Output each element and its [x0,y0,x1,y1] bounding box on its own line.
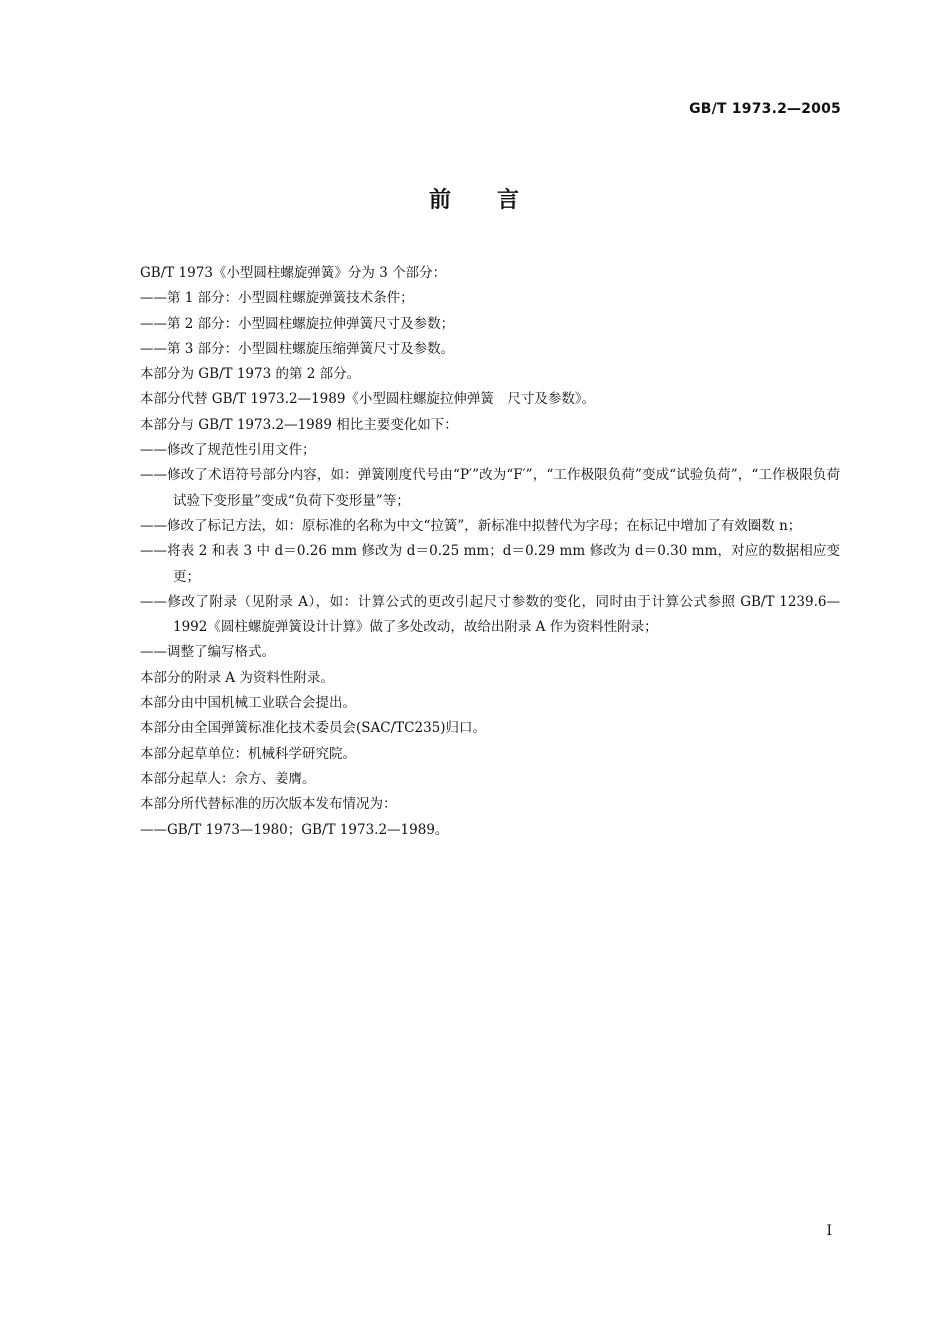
list-item-change-marking: ——修改了标记方法，如：原标准的名称为中文“拉簧”，新标准中拟替代为字母；在标记中增加了有效圈数 n； [140,517,802,534]
list-item-change-format: ——调整了编写格式。 [140,644,275,661]
paragraph-previous-editions: 本部分所代替标准的历次版本发布情况为： [140,796,397,813]
standard-code: GB/T 1973.2—2005 [689,101,841,117]
page-number: I [826,1223,832,1239]
foreword-body [140,261,840,843]
list-item-part-3: ——第 3 部分：小型圆柱螺旋压缩弹簧尺寸及参数。 [140,340,455,357]
title-char-2: 言 [497,188,522,213]
paragraph-proposed-by: 本部分由中国机械工业联合会提出。 [140,695,356,712]
list-item-change-terms: ——修改了术语符号部分内容，如：弹簧刚度代号由“P′”改为“F′”，“工作极限负荷”变成“试验负荷”，“工作极限负荷试验下变形量”变成“负荷下变形量”等； [140,467,840,509]
list-item-change-references: ——修改了规范性引用文件； [140,442,316,459]
list-item-previous-editions: ——GB/T 1973—1980；GB/T 1973.2—1989。 [140,821,449,838]
paragraph-changes-intro: 本部分与 GB/T 1973.2—1989 相比主要变化如下： [140,416,458,433]
paragraph-parts-intro: GB/T 1973《小型圆柱螺旋弹簧》分为 3 个部分： [140,265,447,281]
paragraph-drafting-unit: 本部分起草单位：机械科学研究院。 [140,745,356,762]
paragraph-this-part: 本部分为 GB/T 1973 的第 2 部分。 [140,366,361,383]
paragraph-drafters: 本部分起草人：佘方、姜膺。 [140,770,316,787]
paragraph-annex: 本部分的附录 A 为资料性附录。 [140,669,334,686]
paragraph-administered-by: 本部分由全国弹簧标准化技术委员会(SAC/TC235)归口。 [140,720,487,737]
page-title [0,183,950,214]
paragraph-replaces: 本部分代替 GB/T 1973.2—1989《小型圆柱螺旋拉伸弹簧 尺寸及参数》。 [140,391,596,408]
list-item-part-1: ——第 1 部分：小型圆柱螺旋弹簧技术条件； [140,290,414,307]
list-item-change-tables: ——将表 2 和表 3 中 d＝0.26 mm 修改为 d＝0.25 mm；d＝0.29 mm 修改为 d＝0.30 mm，对应的数据相应变更； [140,543,840,585]
list-item-part-2: ——第 2 部分：小型圆柱螺旋拉伸弹簧尺寸及参数； [140,315,455,332]
list-item-change-annex: ——修改了附录（见附录 A），如：计算公式的更改引起尺寸参数的变化，同时由于计算公式参照 GB/T 1239.6—1992《圆柱螺旋弹簧设计计算》做了多处改动，故给出附录 A 作为资料性附录； [140,593,840,636]
title-char-1: 前 [428,188,453,213]
